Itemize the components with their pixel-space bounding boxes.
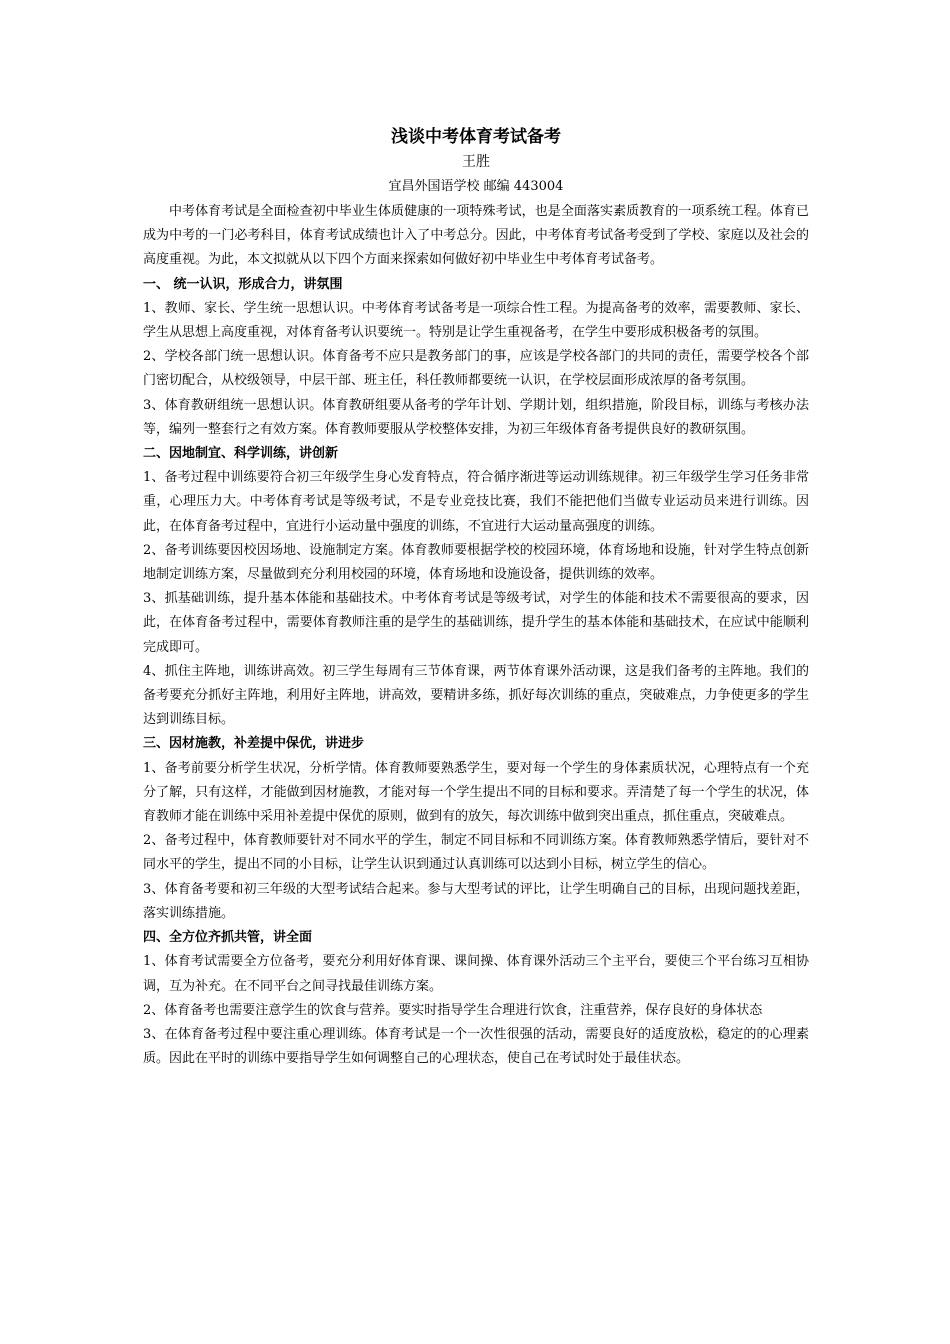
section-paragraph: 1、教师、家长、学生统一思想认识。中考体育考试备考是一项综合性工程。为提高备考的效率，需要教师、家长、学生从思想上高度重视，对体育备考认识要统一。特别是让学生重视备考，在学生中要形成积极备考的氛围。 bbox=[143, 300, 809, 341]
author-affiliation: 宜昌外国语学校 邮编 443004 bbox=[388, 179, 564, 194]
author-name: 王胜 bbox=[462, 154, 490, 170]
section-paragraph: 1、体育考试需要全方位备考，要充分利用好体育课、课间操、体育课外活动三个主平台，要使三个平台练习互相协调，互为补充。在不同平台之间寻找最佳训练方案。 bbox=[143, 954, 809, 994]
section-heading: 二、因地制宜、科学训练，讲创新 bbox=[143, 446, 339, 462]
section-paragraph: 3、抓基础训练，提升基本体能和基础技术。中考体育考试是等级考试，对学生的体能和技术不需要很高的要求，因此，在体育备考过程中，需要体育教师注重的是学生的基础训练，提升学生的基本体能和基础技术，在应试中能顺利完成即可。 bbox=[143, 591, 809, 655]
section-heading: 一、 统一认识，形成合力，讲氛围 bbox=[143, 276, 343, 292]
section-paragraph: 4、抓住主阵地，训练讲高效。初三学生每周有三节体育课，两节体育课外活动课，这是我们备考的主阵地。我们的备考要充分抓好主阵地，利用好主阵地，讲高效，要精讲多练，抓好每次训练的重点，突破难点，力争使更多的学生达到训练目标。 bbox=[143, 663, 809, 728]
section-paragraph: 1、备考过程中训练要符合初三年级学生身心发育特点，符合循序渐进等运动训练规律。初三年级学生学习任务非常重，心理压力大。中考体育考试是等级考试，不是专业竞技比赛，我们不能把他们当做专业运动员来进行训练。因此，在体育备考过程中，宜进行小运动量中强度的训练，不宜进行大运动量高强度的训练。 bbox=[143, 470, 809, 534]
section-paragraph: 2、备考过程中，体育教师要针对不同水平的学生，制定不同目标和不同训练方案。体育教师熟悉学情后，要针对不同水平的学生，提出不同的小目标，让学生认识到通过认真训练可以达到小目标，树立学生的信心。 bbox=[143, 833, 809, 873]
document-title: 浅谈中考体育考试备考 bbox=[391, 127, 561, 147]
section-paragraph: 1、备考前要分析学生状况，分析学情。体育教师要熟悉学生，要对每一个学生的身体素质状况，心理特点有一个充分了解，只有这样，才能做到因材施教，才能对每一个学生提出不同的目标和要求。弄清楚了每一个学生的状况，体育教师才能在训练中采用补差提中保优的原则，做到有的放矢，每次训练中做到突出重点，抓住重点，突破难点。 bbox=[143, 760, 809, 825]
section-paragraph: 3、体育教研组统一思想认识。体育教研组要从备考的学年计划、学期计划，组织措施，阶段目标，训练与考核办法等，编列一整套行之有效方案。体育教师要服从学校整体安排，为初三年级体育备考提供良好的教研氛围。 bbox=[143, 397, 809, 437]
section-paragraph: 2、备考训练要因校因场地、设施制定方案。体育教师要根据学校的校园环境，体育场地和设施，针对学生特点创新地制定训练方案，尽量做到充分利用校园的环境，体育场地和设施设备，提供训练的效率。 bbox=[143, 542, 809, 583]
section-paragraph: 3、体育备考要和初三年级的大型考试结合起来。参与大型考试的评比，让学生明确自己的目标，出现问题找差距，落实训练措施。 bbox=[143, 881, 809, 921]
document-page bbox=[143, 124, 809, 1071]
section-2 bbox=[143, 442, 809, 732]
section-1 bbox=[143, 273, 809, 442]
section-heading: 三、因材施教，补差提中保优，讲进步 bbox=[143, 736, 365, 752]
section-paragraph: 3、在体育备考过程中要注重心理训练。体育考试是一个一次性很强的活动，需要良好的适度放松，稳定的的心理素质。因此在平时的训练中要指导学生如何调整自己的心理状态，使自己在考试时处于最佳状态。 bbox=[143, 1026, 809, 1067]
section-heading: 四、全方位齐抓共管，讲全面 bbox=[143, 930, 313, 946]
section-4 bbox=[143, 926, 809, 1071]
section-paragraph: 2、体育备考也需要注意学生的饮食与营养。要实时指导学生合理进行饮食，注重营养，保存良好的身体状态 bbox=[143, 1002, 763, 1018]
section-paragraph: 2、学校各部门统一思想认识。体育备考不应只是教务部门的事，应该是学校各部门的共同的责任，需要学校各个部门密切配合，从校级领导，中层干部、班主任，科任教师都要统一认识，在学校层面形成浓厚的备考氛围。 bbox=[143, 349, 809, 389]
intro-paragraph: 中考体育考试是全面检查初中毕业生体质健康的一项特殊考试，也是全面落实素质教育的一项系统工程。体育已成为中考的一门必考科目，体育考试成绩也计入了中考总分。因此，中考体育考试备考受到了学校、家庭以及社会的高度重视。为此，本文拟就从以下四个方面来探索如何做好初中毕业生中考体育考试备考。 bbox=[143, 204, 809, 268]
section-3 bbox=[143, 732, 809, 926]
